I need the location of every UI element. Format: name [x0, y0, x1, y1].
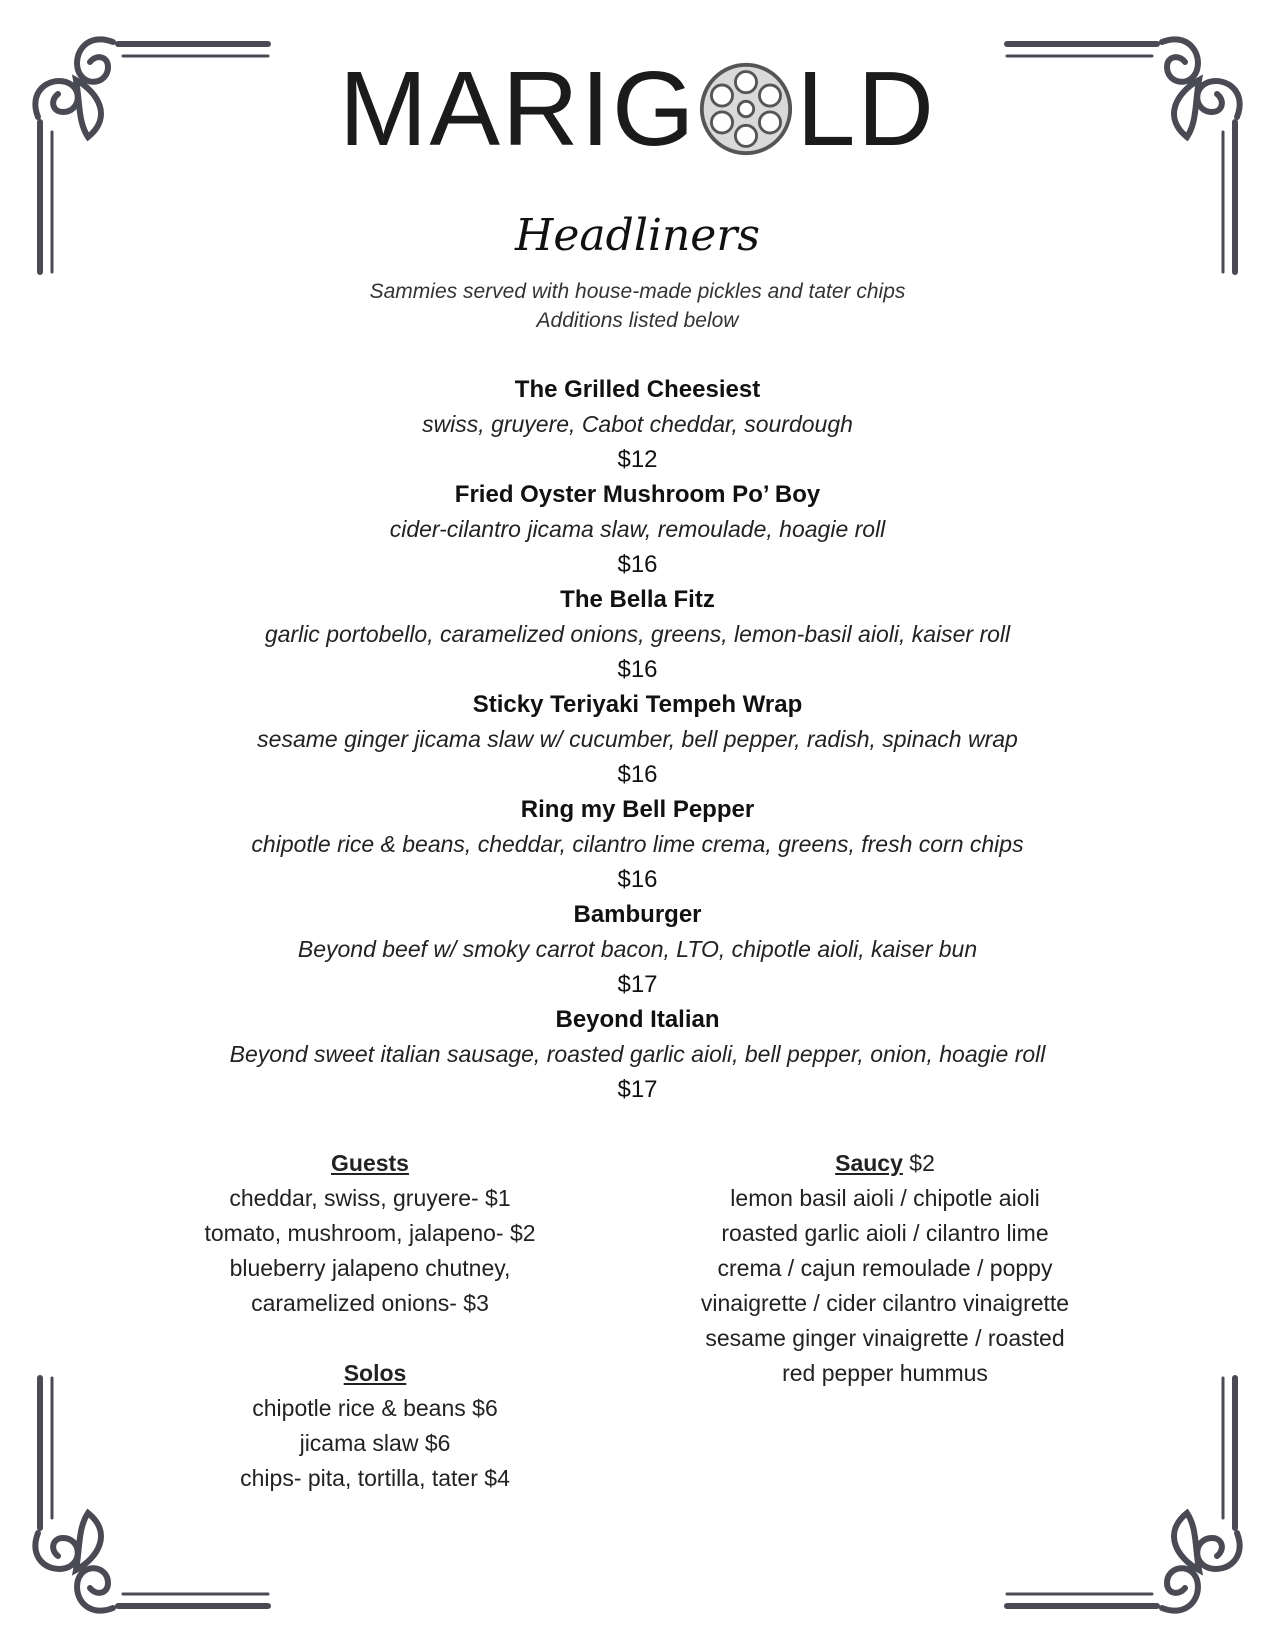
item-description: cider-cilantro jicama slaw, remoulade, hoagie roll	[389, 516, 886, 542]
section-subtitle-additions: Additions listed below	[536, 309, 739, 332]
saucy-line: red pepper hummus	[782, 1360, 988, 1386]
menu-item	[0, 582, 1275, 687]
saucy-line: vinaigrette / cider cilantro vinaigrette	[700, 1290, 1070, 1316]
saucy-line: crema / cajun remoulade / poppy	[717, 1255, 1053, 1281]
item-name: Sticky Teriyaki Tempeh Wrap	[472, 691, 803, 718]
item-description: garlic portobello, caramelized onions, greens, lemon-basil aioli, kaiser roll	[264, 621, 1011, 647]
item-price: $12	[617, 446, 658, 473]
guests-section	[170, 1146, 570, 1321]
item-name: Beyond Italian	[555, 1006, 720, 1033]
solos-section	[175, 1356, 575, 1496]
menu-item	[0, 477, 1275, 582]
item-name: Fried Oyster Mushroom Po’ Boy	[454, 481, 821, 508]
item-name: Bamburger	[573, 901, 702, 928]
solos-line: chipotle rice & beans $6	[252, 1395, 498, 1421]
saucy-section	[660, 1146, 1110, 1391]
guests-line: tomato, mushroom, jalapeno- $2	[204, 1220, 536, 1246]
item-description: Beyond beef w/ smoky carrot bacon, LTO, chipotle aioli, kaiser bun	[297, 936, 978, 962]
guests-line: cheddar, swiss, gruyere- $1	[229, 1185, 511, 1211]
item-price: $16	[617, 656, 658, 683]
menu-item	[0, 897, 1275, 1002]
section-subtitle: Sammies served with house-made pickles and tater chips	[369, 280, 906, 303]
menu-items	[0, 372, 1275, 1107]
solos-title: Solos	[343, 1360, 407, 1386]
logo-text-right: LD	[796, 50, 936, 168]
corner-flourish-bottom-right	[987, 1358, 1257, 1628]
item-price: $16	[617, 761, 658, 788]
guests-line: caramelized onions- $3	[251, 1290, 489, 1316]
section-title: Headliners	[515, 210, 760, 261]
menu-item	[0, 687, 1275, 792]
guests-line: blueberry jalapeno chutney,	[229, 1255, 511, 1281]
saucy-price: $2	[909, 1150, 935, 1176]
item-description: swiss, gruyere, Cabot cheddar, sourdough	[422, 411, 853, 437]
item-name: The Bella Fitz	[560, 586, 715, 613]
solos-line: jicama slaw $6	[299, 1430, 451, 1456]
item-name: Ring my Bell Pepper	[520, 796, 755, 823]
item-description: chipotle rice & beans, cheddar, cilantro lime crema, greens, fresh corn chips	[251, 831, 1024, 857]
logo-text-left: MARIG	[339, 50, 697, 168]
item-price: $16	[617, 551, 658, 578]
solos-line: chips- pita, tortilla, tater $4	[240, 1465, 510, 1491]
item-description: Beyond sweet italian sausage, roasted garlic aioli, bell pepper, onion, hoagie roll	[229, 1041, 1046, 1067]
saucy-line: sesame ginger vinaigrette / roasted	[705, 1325, 1065, 1351]
saucy-line: lemon basil aioli / chipotle aioli	[730, 1185, 1040, 1211]
menu-item	[0, 372, 1275, 477]
item-name: The Grilled Cheesiest	[514, 376, 761, 403]
item-price: $16	[617, 866, 658, 893]
saucy-line: roasted garlic aioli / cilantro lime	[721, 1220, 1049, 1246]
saucy-title: Saucy	[835, 1150, 903, 1176]
flourish-corner-icon	[987, 1358, 1257, 1628]
film-reel-icon	[698, 61, 794, 157]
restaurant-logo	[0, 48, 1275, 168]
menu-item	[0, 792, 1275, 897]
guests-title: Guests	[331, 1150, 409, 1176]
menu-item	[0, 1002, 1275, 1107]
item-price: $17	[617, 1076, 658, 1103]
item-price: $17	[617, 971, 658, 998]
saucy-heading	[660, 1146, 1110, 1181]
item-description: sesame ginger jicama slaw w/ cucumber, bell pepper, radish, spinach wrap	[257, 726, 1018, 752]
